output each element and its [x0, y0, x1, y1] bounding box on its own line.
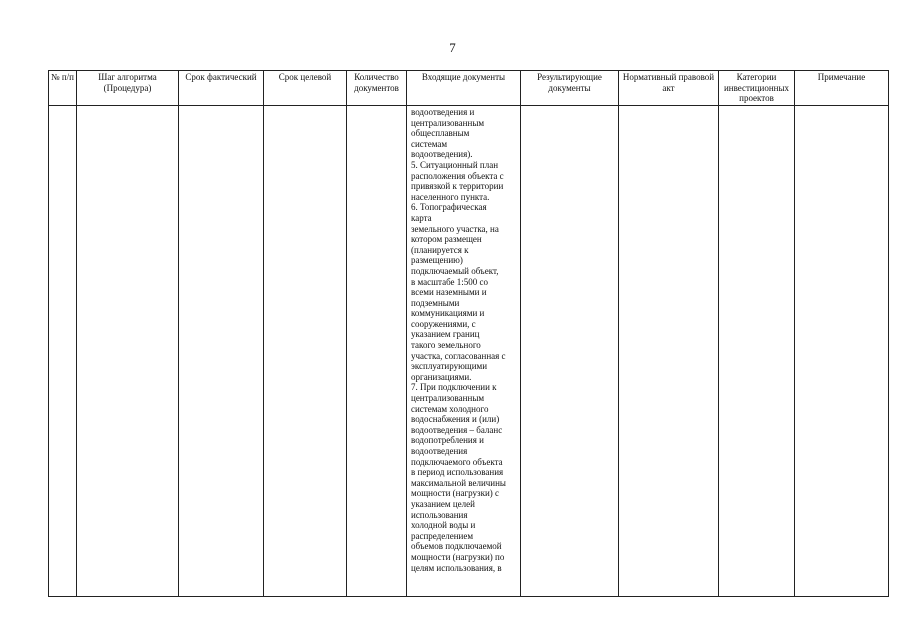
header-step: Шаг алгоритма (Процедура) [77, 71, 179, 106]
incoming-line: земельного участка, на [411, 223, 499, 234]
incoming-line: водоотведения – баланс [411, 424, 503, 435]
header-project-categories: Категории инвестиционных проектов [719, 71, 795, 106]
incoming-line: всеми наземными и [411, 287, 487, 298]
incoming-line: 6. Топографическая [411, 202, 487, 213]
incoming-line: расположения объекта с [411, 170, 504, 181]
incoming-line: холодной воды и [411, 520, 476, 531]
incoming-line: в период использования [411, 467, 504, 478]
incoming-line: мощности (нагрузки) по [411, 551, 505, 562]
incoming-line: мощности (нагрузки) с [411, 488, 500, 499]
incoming-line: системам холодного [411, 403, 489, 414]
header-number: № п/п [49, 71, 77, 106]
incoming-line: организациями. [411, 371, 472, 382]
cell-legal-act [619, 106, 719, 597]
incoming-line: водоснабжения и (или) [411, 414, 500, 425]
incoming-line: такого земельного [411, 340, 481, 351]
cell-incoming-docs [407, 106, 521, 597]
incoming-line: водоотведения и [411, 107, 475, 117]
page-number: 7 [449, 40, 456, 55]
incoming-line: размещению) [411, 255, 463, 266]
header-doc-count: Количество документов [347, 71, 407, 106]
header-actual-term: Срок фактический [179, 71, 264, 106]
incoming-line: подключаемого объекта [411, 456, 503, 467]
cell-resulting-docs [521, 106, 619, 597]
incoming-line: участка, согласованная с [411, 350, 506, 361]
incoming-line: общесплавным [411, 128, 470, 139]
cell-doc-count [347, 106, 407, 597]
cell-step [77, 106, 179, 597]
incoming-line: (планируется к [411, 244, 469, 255]
incoming-line: распределением [411, 530, 474, 541]
cell-target-term [264, 106, 347, 597]
header-resulting-docs: Результирующие документы [521, 71, 619, 106]
incoming-line: карта [411, 212, 432, 223]
incoming-line: подключаемый объект, [411, 265, 499, 276]
incoming-line: привязкой к территории [411, 181, 504, 192]
table-row [49, 106, 889, 597]
incoming-line: подземными [411, 297, 460, 308]
incoming-line: водоотведения). [411, 149, 473, 160]
incoming-line: водопотребления и [411, 435, 484, 446]
cell-notes [795, 106, 889, 597]
incoming-line: сооружениями, с [411, 318, 476, 329]
header-notes: Примечание [795, 71, 889, 106]
incoming-line: объемов подключаемой [411, 541, 502, 552]
incoming-line: указанием целей [411, 498, 475, 509]
header-legal-act: Нормативный правовой акт [619, 71, 719, 106]
table-header-row [49, 71, 889, 106]
incoming-docs-text [409, 107, 518, 573]
incoming-line: водоотведения [411, 446, 468, 456]
incoming-line: 5. Ситуационный план [411, 159, 499, 170]
cell-project-categories [719, 106, 795, 597]
incoming-line: системам [411, 138, 448, 149]
incoming-line: коммуникациями и [411, 308, 485, 319]
incoming-line: 7. При подключении к [411, 382, 497, 393]
header-incoming-docs: Входящие документы [407, 71, 521, 106]
incoming-line: централизованным [411, 117, 485, 128]
incoming-line: эксплуатирующими [411, 361, 488, 372]
header-target-term: Срок целевой [264, 71, 347, 106]
procedure-table [48, 70, 889, 597]
incoming-line: указанием границ [411, 329, 480, 340]
incoming-line: максимальной величины [411, 477, 506, 488]
cell-number [49, 106, 77, 597]
incoming-line: использования [411, 509, 468, 520]
incoming-line: котором размещен [411, 234, 482, 245]
incoming-line: в масштабе 1:500 со [411, 276, 489, 287]
incoming-line: целям использования, в [411, 562, 502, 573]
cell-actual-term [179, 106, 264, 597]
incoming-line: централизованным [411, 393, 485, 404]
incoming-line: населенного пункта. [411, 191, 490, 202]
